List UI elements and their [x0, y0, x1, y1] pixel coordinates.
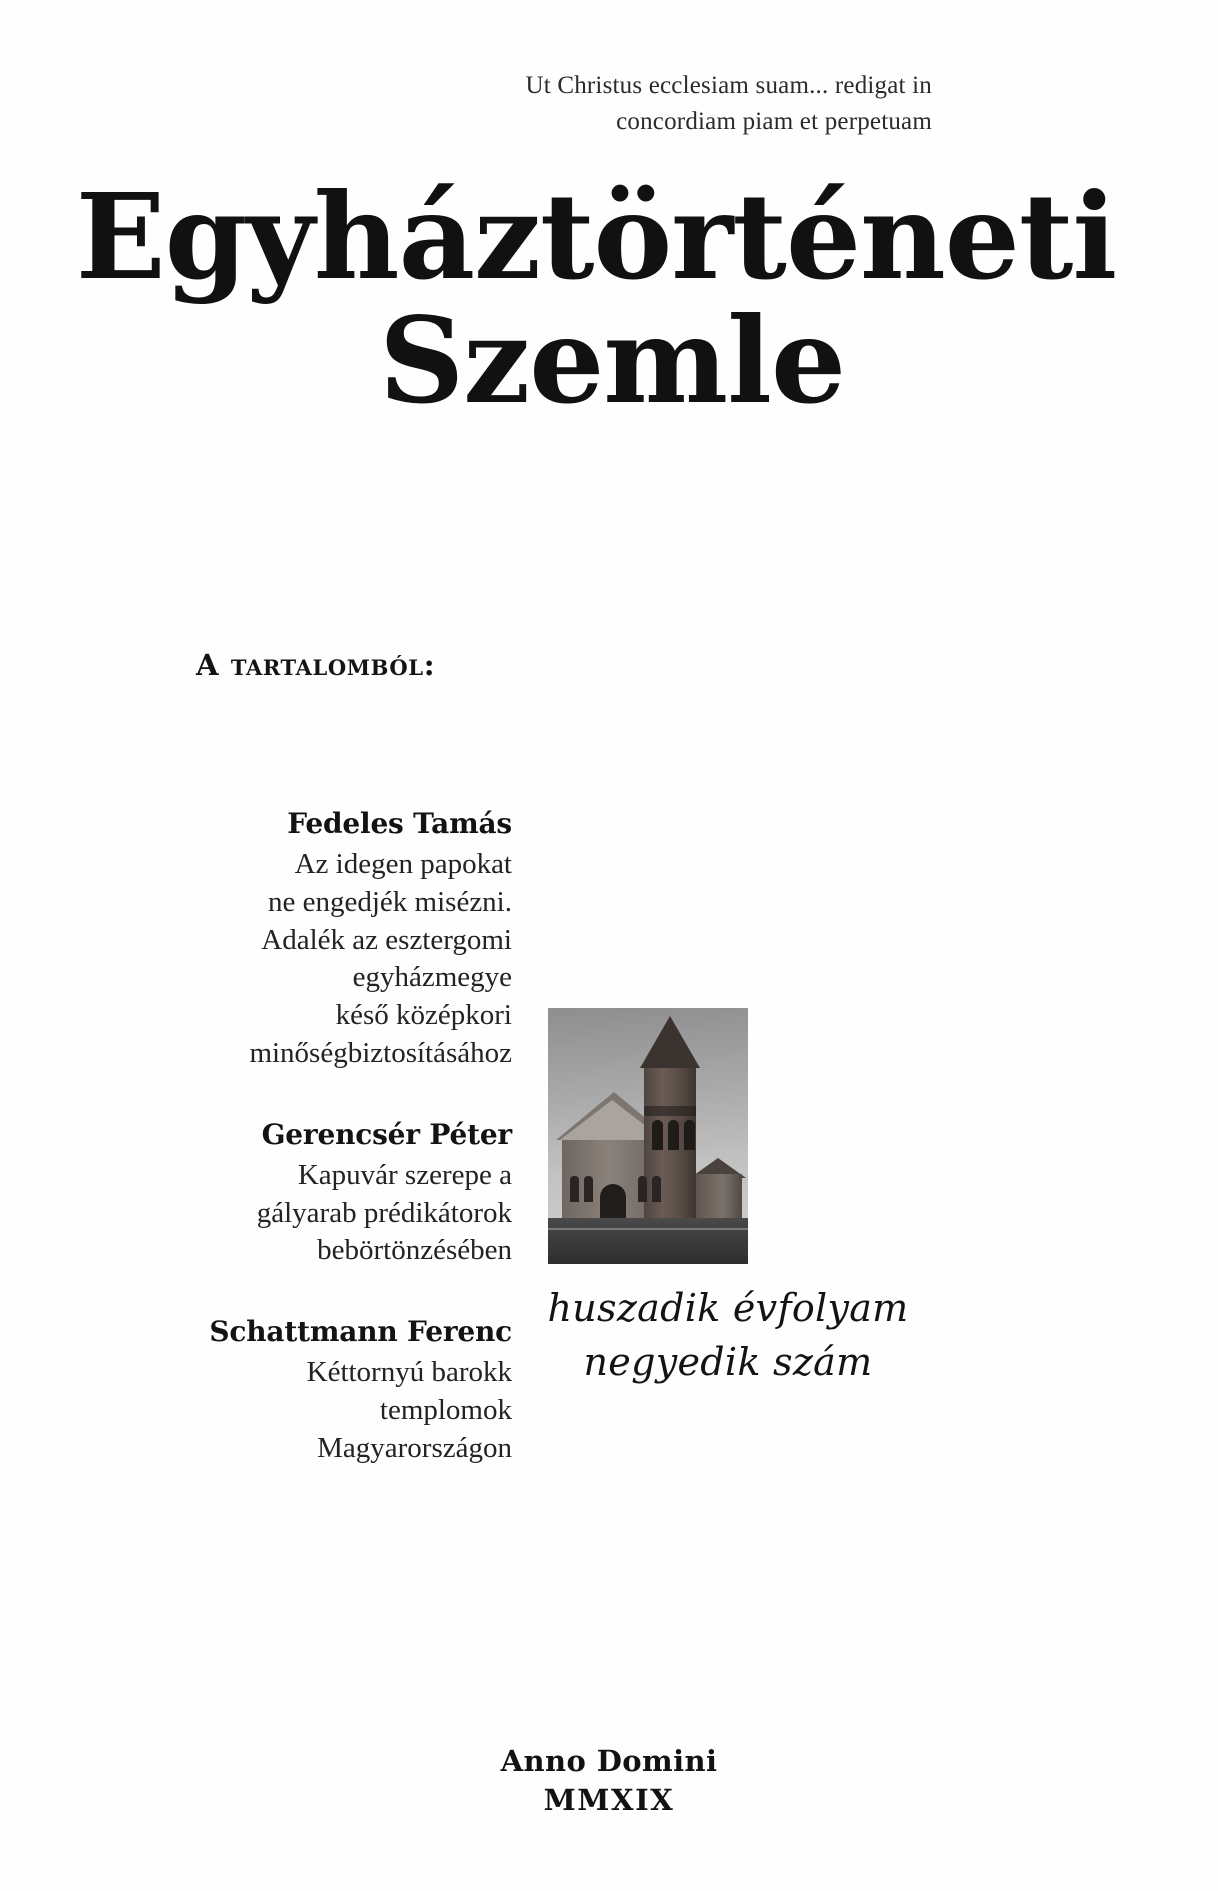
epigraph-line-1: Ut Christus ecclesiam suam... redigat in: [525, 72, 932, 99]
issue-line: negyedik szám: [583, 1339, 873, 1384]
church-window: [638, 1176, 647, 1202]
list-item: [130, 1314, 512, 1467]
volume-line: huszadik évfolyam: [547, 1286, 909, 1330]
table-of-contents: [130, 806, 512, 1467]
toc-title-line: gályarab prédikátorok: [256, 1196, 512, 1229]
list-item: [130, 1117, 512, 1270]
toc-title-line: késő középkori: [335, 999, 512, 1032]
church-window: [584, 1176, 593, 1202]
church-spire: [640, 1016, 700, 1068]
epigraph: [412, 68, 932, 139]
toc-title-line: Magyarországon: [317, 1431, 512, 1464]
footer: [0, 1742, 1218, 1820]
church-window: [652, 1176, 661, 1202]
toc-title-line: Kéttornyú barokk: [306, 1356, 512, 1389]
journal-title-line-2: Szemle: [378, 290, 846, 430]
toc-author: Schattmann Ferenc: [209, 1314, 512, 1348]
publication-year: MMXIX: [543, 1782, 675, 1817]
church-belfry-louvre: [668, 1120, 679, 1150]
toc-title-line: Az idegen papokat: [294, 848, 512, 881]
toc-author: Fedeles Tamás: [287, 807, 512, 840]
toc-title-line: Adalék az esztergomi: [261, 923, 512, 956]
toc-title-line: minőségbiztosításához: [249, 1036, 512, 1069]
anno-domini-label: Anno Domini: [500, 1744, 718, 1778]
journal-title: [0, 167, 1218, 430]
toc-title-line: ne engedjék misézni.: [268, 886, 512, 919]
toc-author: Gerencsér Péter: [261, 1117, 512, 1151]
epigraph-line-2: concordiam piam et perpetuam: [616, 107, 932, 135]
church-belfry-louvre: [652, 1120, 663, 1150]
church-window: [570, 1176, 579, 1202]
toc-title-line: templomok: [379, 1394, 512, 1427]
toc-title-line: bebörtönzésében: [317, 1234, 512, 1267]
toc-title-line: egyházmegye: [352, 961, 512, 994]
volume-issue: [528, 1282, 928, 1390]
photo-foreground: [548, 1218, 748, 1264]
contents-heading: [196, 648, 435, 683]
contents-heading-word: tartalomból:: [230, 648, 436, 683]
list-item: [130, 806, 512, 1073]
toc-title-line: Kapuvár szerepe a: [297, 1158, 512, 1191]
contents-heading-prefix: A: [196, 648, 219, 682]
church-belfry-louvre: [684, 1120, 695, 1150]
journal-title-line-1: Egyháztörténeti: [75, 167, 1117, 306]
church-photograph: [548, 1008, 748, 1264]
church-tower-band: [644, 1106, 696, 1116]
